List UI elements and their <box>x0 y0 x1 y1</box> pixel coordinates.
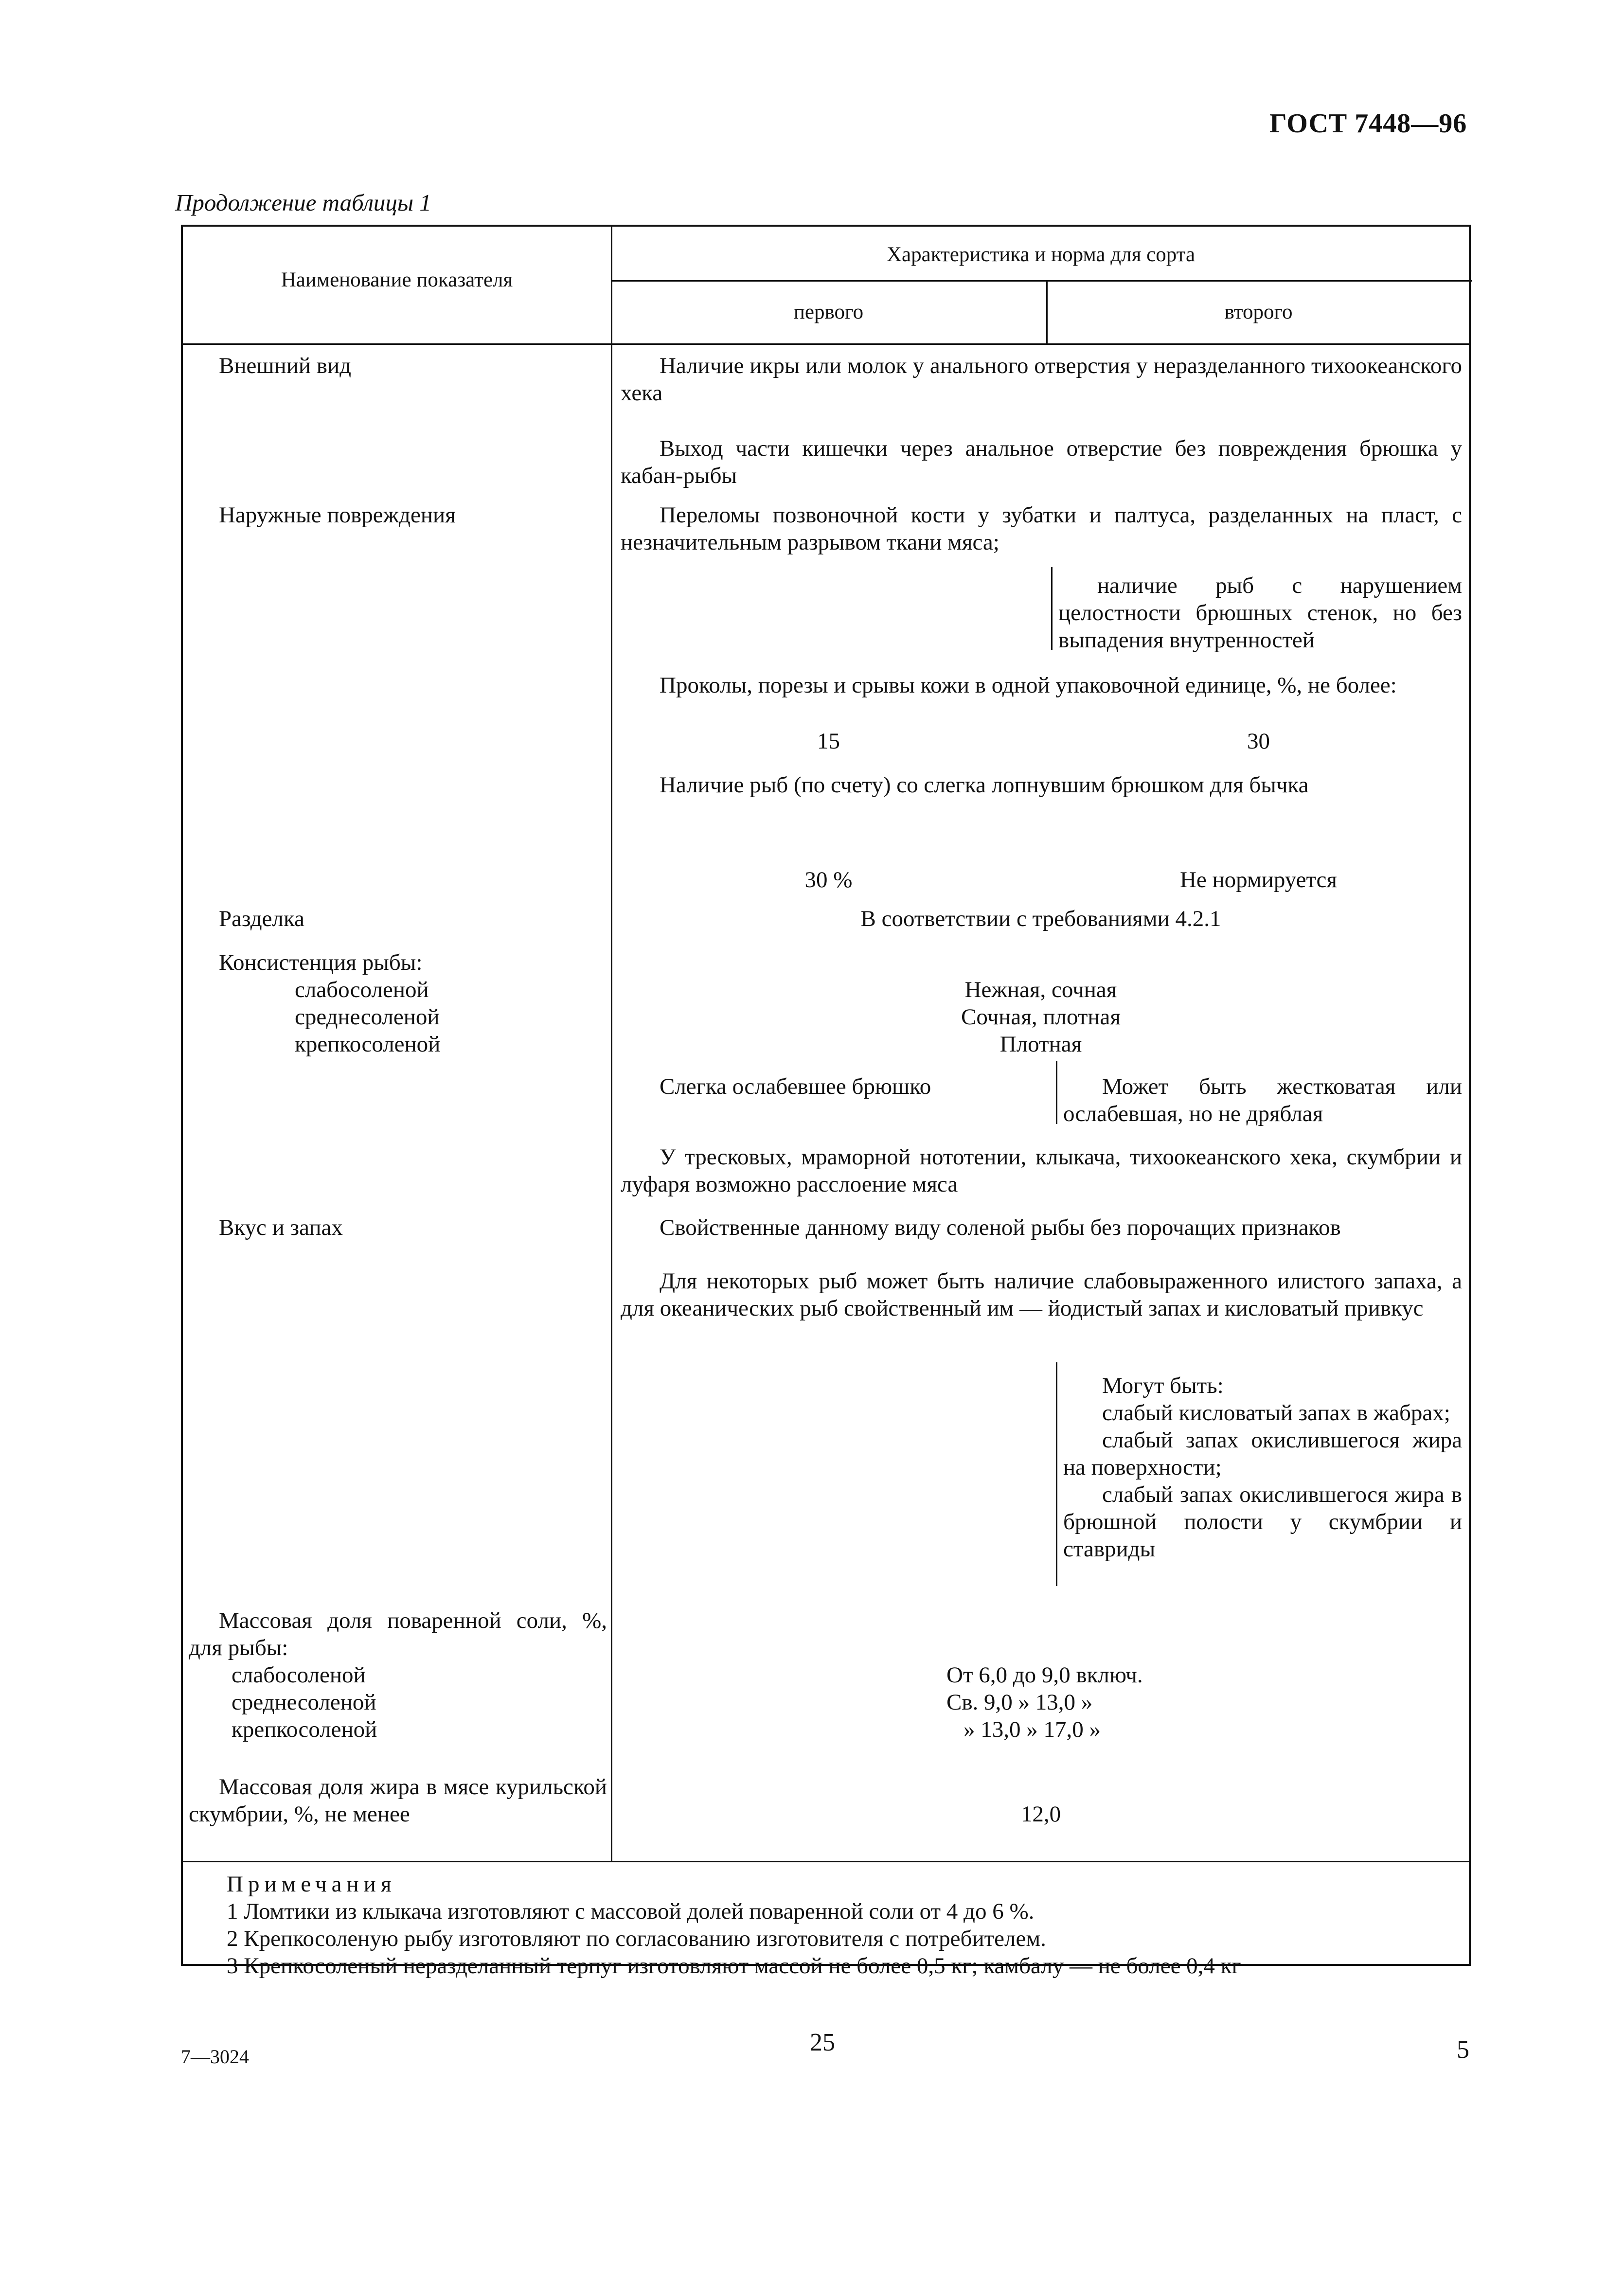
taste-second-line-3: слабый запах окислившегося жира на поверхности; <box>1063 1427 1462 1480</box>
row-label-taste: Вкус и запах <box>219 1215 343 1240</box>
damage-value-3-second: Не нормируется <box>1179 867 1338 892</box>
row-label-cutting: Разделка <box>219 906 304 931</box>
column-header-indicator: Наименование показателя <box>281 268 513 291</box>
consistency-value-medium: Сочная, плотная <box>961 1004 1121 1030</box>
consistency-sub-light: слабосоленой <box>295 977 429 1002</box>
print-code: 7—3024 <box>181 2046 249 2068</box>
appearance-text-1: Наличие икры или молок у анального отверстия у неразделанного тихоокеанского хека <box>621 353 1462 406</box>
consistency-second-grade-note: Может быть жестковатая или ослабевшая, но не дряблая <box>1063 1074 1462 1126</box>
consistency-first-grade-note: Слегка ослабевшее брюшко <box>660 1074 931 1099</box>
damage-split-line <box>1051 567 1053 650</box>
appearance-text-2: Выход части кишечки через анальное отверстие без повреждения брюшка у кабан-рыбы <box>621 436 1462 488</box>
note-item-2: 2 Крепкосоленую рыбу изготовляют по согласованию изготовителя с потребителем. <box>227 1926 1046 1951</box>
taste-split-line <box>1056 1362 1057 1586</box>
salt-sub-light: слабосоленой <box>232 1662 366 1688</box>
damage-text-1: Переломы позвоночной кости у зубатки и палтуса, разделанных на пласт, с незначительным разрывом ткани мяса; <box>621 502 1462 555</box>
taste-text-1: Свойственные данному виду соленой рыбы без порочащих признаков <box>660 1215 1341 1240</box>
column-header-first-grade: первого <box>793 301 864 323</box>
salt-value-strong: » 13,0 » 17,0 » <box>964 1717 1101 1742</box>
consistency-split-line <box>1056 1061 1057 1124</box>
consistency-text: У тресковых, мраморной нототении, клыкача, тихоокеанского хека, скумбрии и луфаря возможно расслоение мяса <box>621 1144 1462 1197</box>
row-label-damage: Наружные повреждения <box>219 502 456 528</box>
row-label-consistency: Консистенция рыбы: <box>219 950 423 975</box>
consistency-sub-strong: крепкосоленой <box>295 1032 441 1057</box>
header-divider <box>611 280 1472 282</box>
taste-second-grade-notes <box>1063 1372 1462 1563</box>
fat-value: 12,0 <box>1020 1801 1061 1827</box>
row-label-appearance: Внешний вид <box>219 353 352 378</box>
damage-value-3-first: 30 % <box>804 867 853 892</box>
consistency-value-light: Нежная, сочная <box>964 977 1117 1002</box>
page-number-right: 5 <box>1457 2036 1469 2064</box>
row-label-fat: Массовая доля жира в мясе курильской скумбрии, %, не менее <box>189 1774 607 1827</box>
consistency-value-strong: Плотная <box>999 1032 1082 1057</box>
consistency-sub-medium: среднесоленой <box>295 1004 440 1030</box>
note-item-1: 1 Ломтики из клыкача изготовляют с массовой долей поваренной соли от 4 до 6 %. <box>227 1899 1035 1924</box>
taste-second-line-1: Могут быть: <box>1102 1373 1224 1398</box>
notes-divider <box>183 1861 1471 1862</box>
taste-text-2: Для некоторых рыб может быть наличие слабовыраженного илистого запаха, а для океанических рыб свойственный им — йодистый запах и кисловатый привкус <box>621 1268 1462 1321</box>
salt-value-medium: Св. 9,0 » 13,0 » <box>946 1690 1093 1715</box>
column-header-second-grade: второго <box>1224 301 1293 323</box>
damage-value-first: 15 <box>817 729 840 754</box>
damage-text-2: Проколы, порезы и срывы кожи в одной упаковочной единице, %, не более: <box>660 673 1397 698</box>
salt-value-light: От 6,0 до 9,0 включ. <box>946 1662 1143 1688</box>
salt-sub-medium: среднесоленой <box>232 1690 376 1715</box>
damage-value-second: 30 <box>1247 729 1270 754</box>
taste-second-line-4: слабый запах окислившегося жира в брюшной полости у скумбрии и ставриды <box>1063 1482 1462 1562</box>
damage-second-grade-note: наличие рыб с нарушением целостности брюшных стенок, но без выпадения внутренностей <box>1058 573 1462 653</box>
specification-table <box>181 225 1471 1979</box>
column-header-characteristic: Характеристика и норма для сорта <box>886 243 1196 266</box>
document-code: ГОСТ 7448—96 <box>1269 108 1467 139</box>
note-item-3: 3 Крепкосоленый неразделанный терпуг изготовляют массой не более 0,5 кг; камбалу — не более 0,4 кг <box>227 1953 1241 1979</box>
page-number-center: 25 <box>810 2029 835 2056</box>
table-continuation-label: Продолжение таблицы 1 <box>175 189 431 216</box>
salt-sub-strong: крепкосоленой <box>232 1717 377 1742</box>
row-label-salt: Массовая доля поваренной соли, %, для рыбы: <box>189 1608 607 1660</box>
header-bottom-line <box>183 343 1471 345</box>
cutting-value: В соответствии с требованиями 4.2.1 <box>860 906 1221 931</box>
damage-text-3: Наличие рыб (по счету) со слегка лопнувшим брюшком для бычка <box>660 772 1309 798</box>
notes-title: Примечания <box>227 1872 396 1897</box>
taste-second-line-2: слабый кисловатый запах в жабрах; <box>1102 1400 1450 1426</box>
